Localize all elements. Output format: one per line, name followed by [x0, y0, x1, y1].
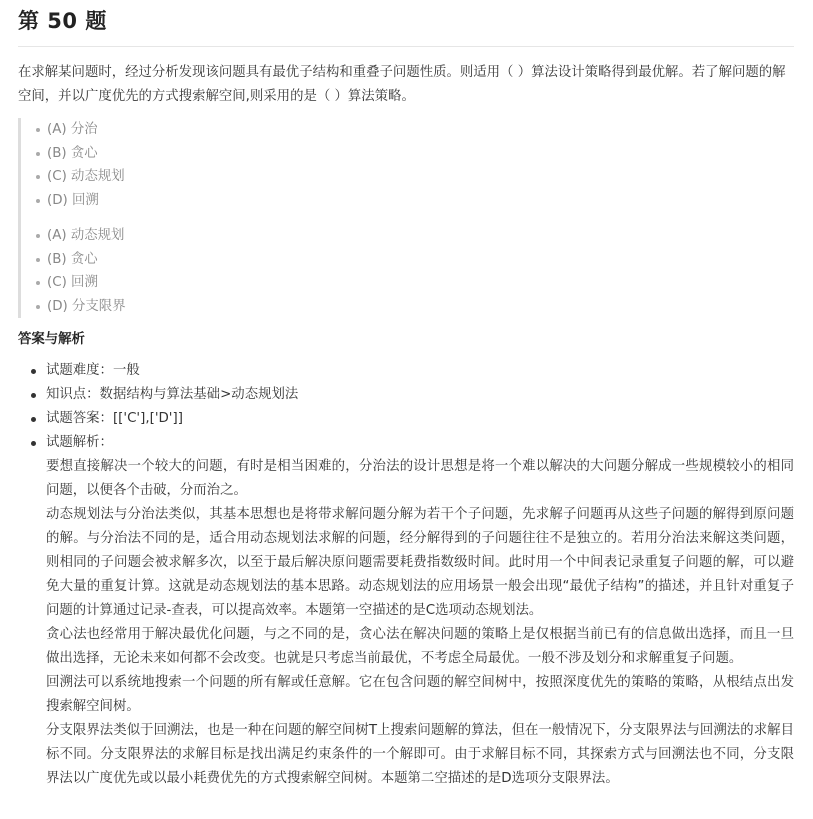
- option-group-2: [47, 224, 794, 318]
- option-1d: (D) 回溯: [47, 189, 794, 213]
- analysis-paragraph-backtrack: 回溯法可以系统地搜索一个问题的所有解或任意解。它在包含问题的解空间树中，按照深度优先的策略的策略，从根结点出发搜索解空间树。: [46, 675, 794, 714]
- option-1a: (A) 分治: [47, 118, 794, 142]
- page-title: 第 50 题: [18, 9, 107, 33]
- option-1b: (B) 贪心: [47, 142, 794, 166]
- question-text: 在求解某问题时，经过分析发现该问题具有最优子结构和重叠子问题性质。则适用（ ）算法设计策略得到最优解。若了解问题的解空间，并以广度优先的方式搜索解空间,则采用的是（ ）算法策略。: [18, 65, 786, 104]
- analysis-paragraph-dp: 动态规划法与分治法类似，其基本思想也是将带求解问题分解为若干个子问题，先求解子问题再从这些子问题的解得到原问题的解。与分治法不同的是，适合用动态规划法求解的问题，经分解得到的子问题往往不是独立的。若用分治法来解这类问题，则相同的子问题会被求解多次，以至于最后解决原问题需要耗费指数级时间。此时用一个中间表记录重复子问题的解，可以避免大量的重复计算。这就是动态规划法的基本思路。动态规划法的应用场景一般会出现“最优子结构”的描述，并且针对重复子问题的计算通过记录-查表，可以提高效率。本题第一空描述的是C选项动态规划法。: [46, 507, 794, 618]
- answer-heading: 答案与解析: [18, 332, 85, 347]
- option-2d: (D) 分支限界: [47, 295, 794, 319]
- option-1c: (C) 动态规划: [47, 165, 794, 189]
- analysis-body: [18, 455, 794, 791]
- analysis-label-item: 试题解析：: [46, 431, 794, 455]
- answer-item: 试题答案：[['C'],['D']]: [46, 407, 794, 431]
- option-2a: (A) 动态规划: [47, 224, 794, 248]
- options-block: [18, 118, 794, 318]
- analysis-paragraph-divide: 要想直接解决一个较大的问题，有时是相当困难的，分治法的设计思想是将一个难以解决的大问题分解成一些规模较小的相同问题，以便各个击破，分而治之。: [46, 459, 794, 498]
- option-2b: (B) 贪心: [47, 248, 794, 272]
- knowledge-item: 知识点：数据结构与算法基础>动态规划法: [46, 383, 794, 407]
- answer-meta-list: [18, 359, 794, 455]
- option-2c: (C) 回溯: [47, 271, 794, 295]
- analysis-paragraph-branch-bound: 分支限界法类似于回溯法，也是一种在问题的解空间树T上搜索问题解的算法，但在一般情况下，分支限界法与回溯法的求解目标不同。分支限界法的求解目标是找出满足约束条件的一个解即可。由于求解目标不同，其探索方式与回溯法也不同，分支限界法以广度优先或以最小耗费优先的方式搜索解空间树。本题第二空描述的是D选项分支限界法。: [46, 723, 794, 786]
- analysis-paragraph-greedy: 贪心法也经常用于解决最优化问题，与之不同的是，贪心法在解决问题的策略上是仅根据当前已有的信息做出选择，而且一旦做出选择，无论未来如何都不会改变。也就是只考虑当前最优，不考虑全局最优。一般不涉及划分和求解重复子问题。: [46, 627, 794, 666]
- title-divider: [18, 46, 794, 47]
- option-group-1: [47, 118, 794, 212]
- difficulty-item: 试题难度：一般: [46, 359, 794, 383]
